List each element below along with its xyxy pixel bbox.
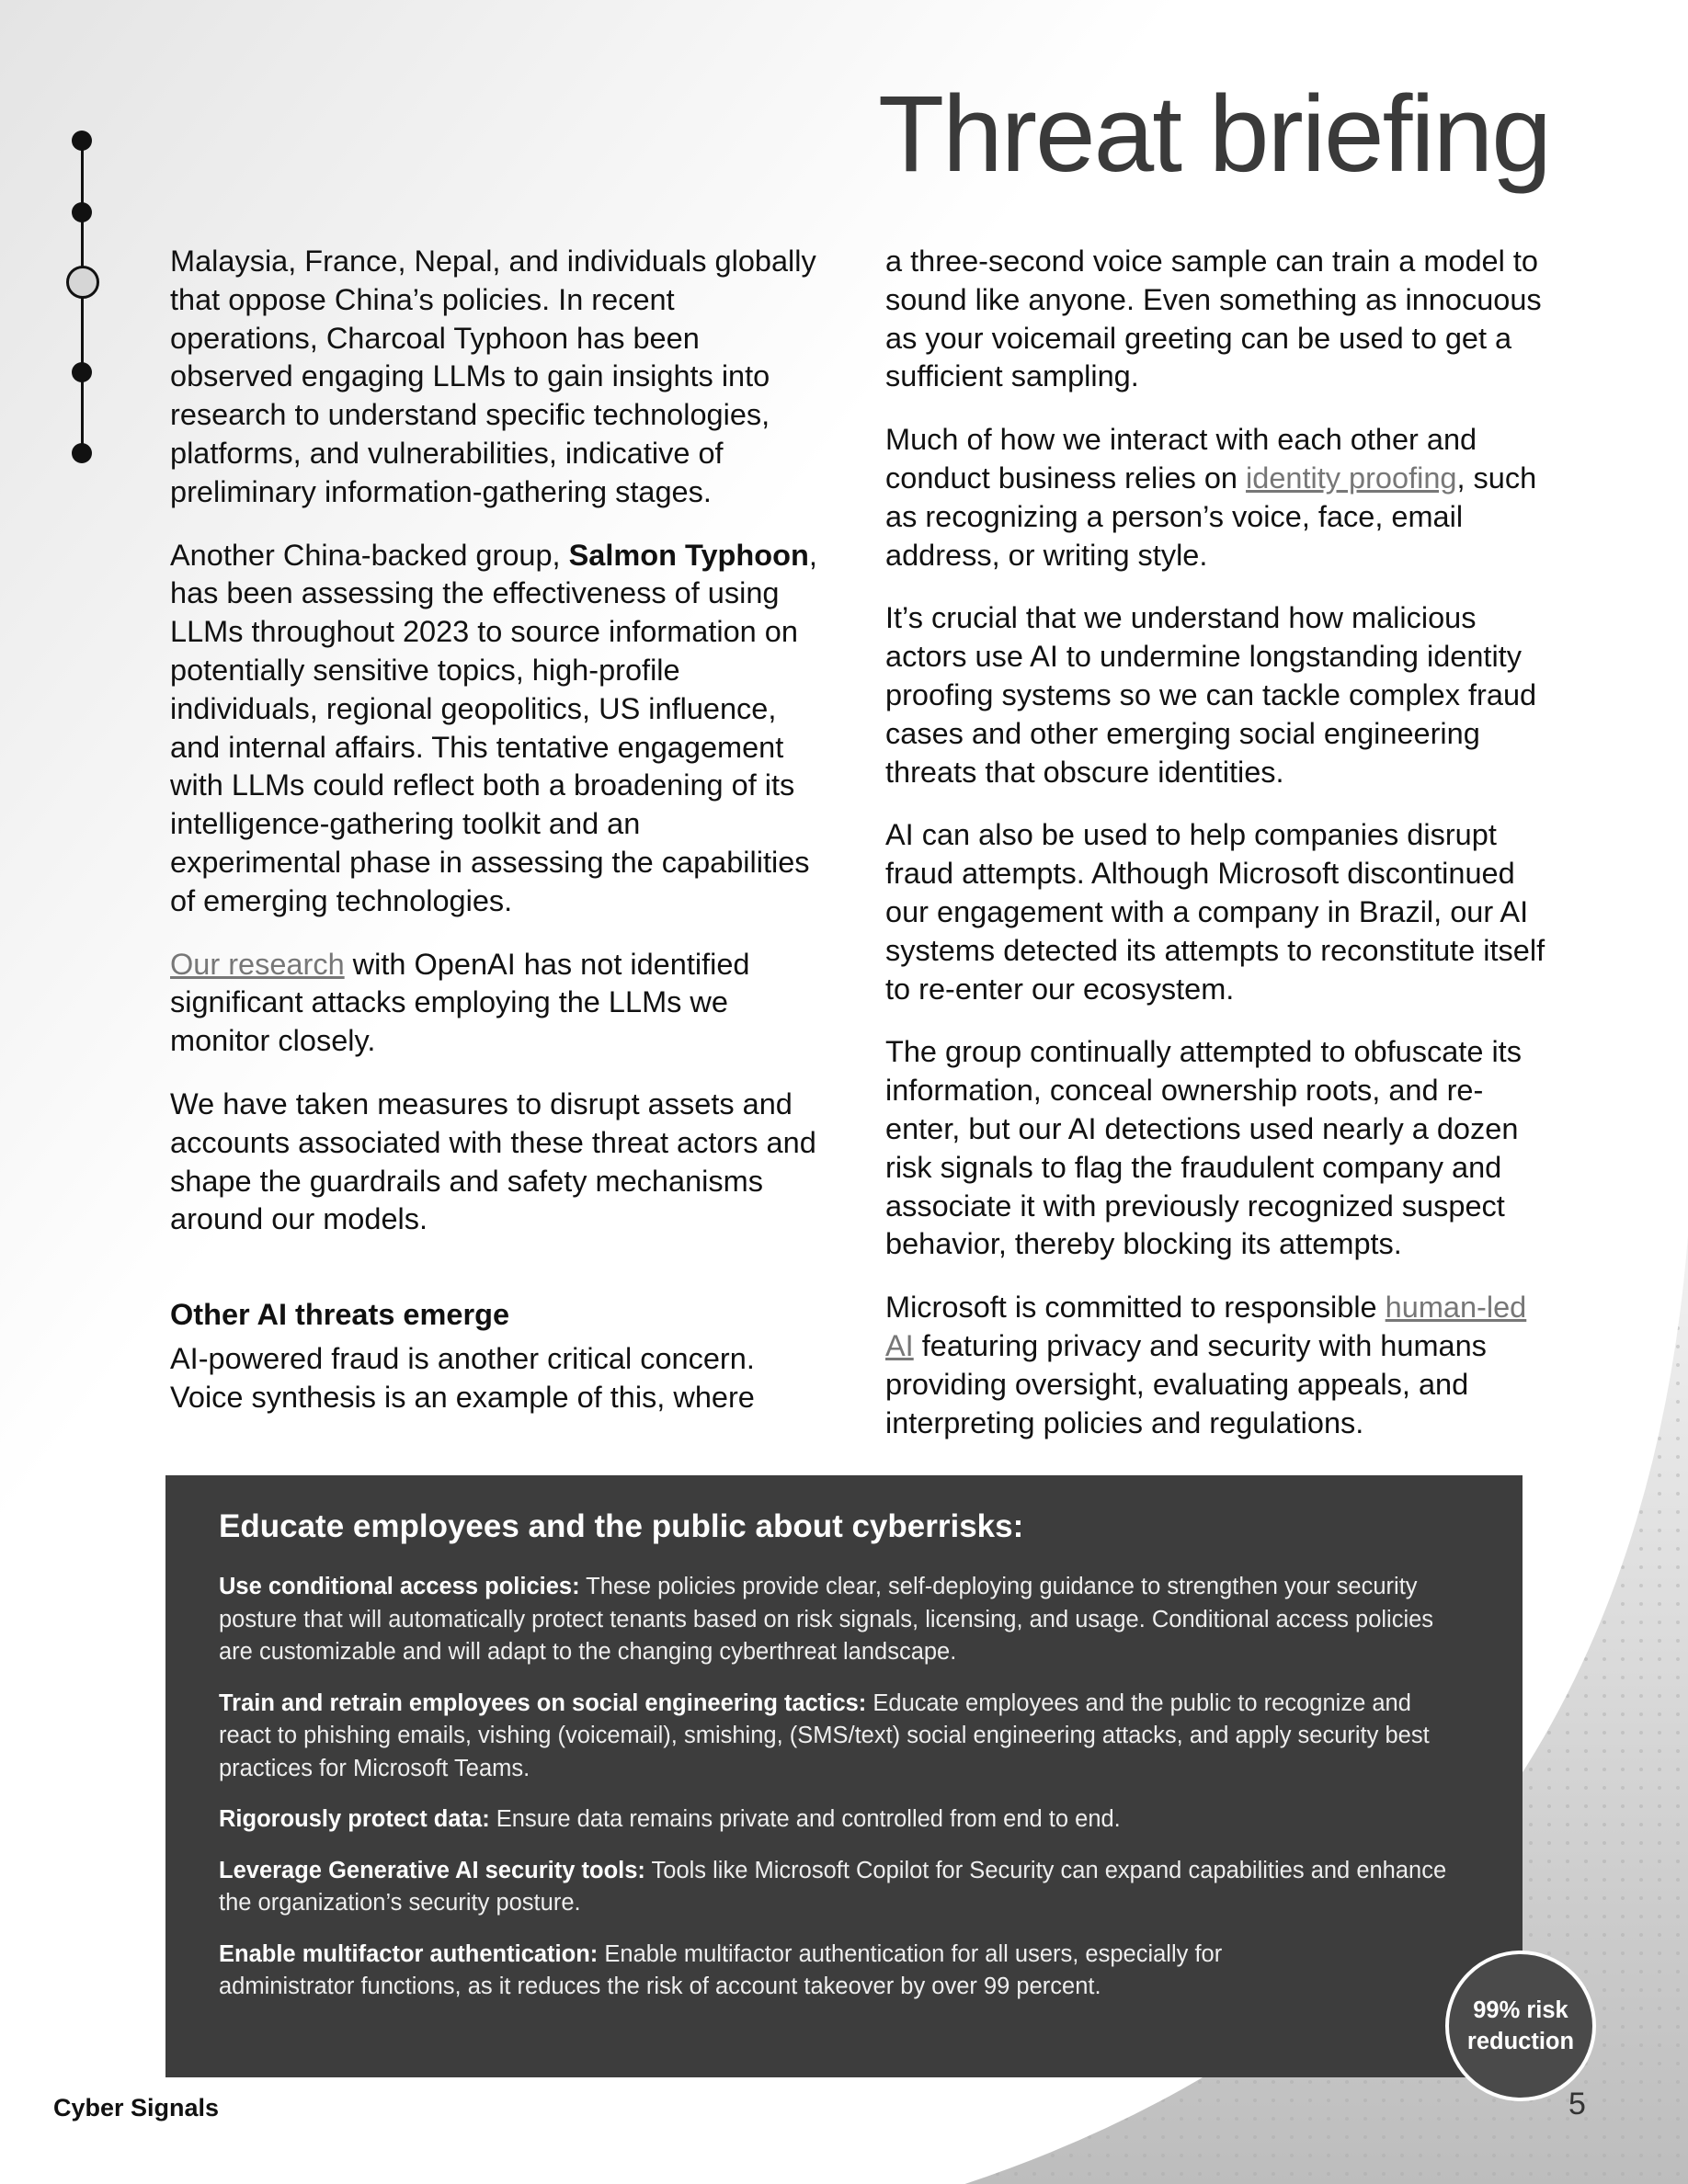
group-name-salmon-typhoon: Salmon Typhoon: [568, 538, 809, 572]
right-paragraph-4: AI can also be used to help companies disrupt fraud attempts. Although Microsoft discontinued our engagement with a company in Brazil, our AI systems detected its attempts to reconstitute itself to re-enter our ecosystem.: [885, 818, 1545, 1006]
right-paragraph-2: Much of how we interact with each other and conduct business relies on identity proofing, such as recognizing a person’s voice, face, email address, or writing style.: [885, 423, 1537, 572]
recommendations-panel: [165, 1475, 1523, 2077]
left-paragraph-5: AI-powered fraud is another critical concern. Voice synthesis is an example of this, where: [170, 1341, 755, 1414]
footer-publication-name: Cyber Signals: [53, 2094, 220, 2121]
page-number: 5: [1568, 2087, 1586, 2121]
risk-reduction-badge: 99% risk reduction: [1445, 1951, 1596, 2101]
recommendation-item: Enable multifactor authentication: Enable multifactor authentication for all users, especially for administrator functions, as it reduces the risk of account takeover by over 99 percent.: [219, 1940, 1223, 1999]
left-column: [170, 243, 818, 1442]
panel-heading: Educate employees and the public about cyberrisks:: [219, 1508, 1024, 1544]
timeline-current-marker: [66, 266, 99, 299]
left-paragraph-2: Another China-backed group, Salmon Typhoon, has been assessing the effectiveness of using LLMs throughout 2023 to source information on potentially sensitive topics, high-profile individuals, regional geopolitics, US influence, and internal affairs. This tentative engagement with LLMs could reflect both a broadening of its intelligence-gathering toolkit and an experimental phase in assessing the capabilities of emerging technologies.: [170, 538, 817, 917]
right-paragraph-1: a three-second voice sample can train a model to sound like anyone. Even something as innocuous as your voicemail greeting can be used to get a sufficient sampling.: [885, 245, 1542, 393]
recommendation-item: Rigorously protect data: Ensure data remains private and controlled from end to end.: [219, 1806, 1121, 1832]
section-subheading: Other AI threats emerge: [170, 1298, 510, 1332]
right-column: [885, 243, 1549, 1467]
page-title: Threat briefing: [878, 74, 1550, 195]
identity-proofing-link[interactable]: identity proofing: [1246, 461, 1457, 495]
timeline-dot: [72, 362, 92, 382]
left-paragraph-4: We have taken measures to disrupt assets and accounts associated with these threat actors and shape the guardrails and safety mechanisms around our models.: [170, 1086, 816, 1236]
left-paragraph-3: Our research with OpenAI has not identified significant attacks employing the LLMs we monitor closely.: [170, 947, 750, 1058]
left-paragraph-1: Malaysia, France, Nepal, and individuals globally that oppose China’s policies. In recent operations, Charcoal Typhoon has been observed engaging LLMs to gain insights into research to understand specific technologies, platforms, and vulnerabilities, indicative of preliminary information-gathering stages.: [170, 245, 816, 508]
human-led-ai-link[interactable]: human-led AI: [885, 1291, 1527, 1362]
recommendation-item: Train and retrain employees on social engineering tactics: Educate employees and the public to recognize and react to phishing emails, vishing (voicemail), smishing, (SMS/text) social engineering attacks, and apply security best practices for Microsoft Teams.: [219, 1689, 1430, 1781]
timeline-dot: [72, 131, 92, 151]
timeline-decoration: [59, 127, 105, 467]
right-paragraph-5: The group continually attempted to obfuscate its information, conceal ownership roots, and re-enter, but our AI detections used nearly a dozen risk signals to flag the fraudulent company and associate it with previously recognized suspect behavior, thereby blocking its attempts.: [885, 1035, 1522, 1261]
our-research-link[interactable]: Our research: [170, 947, 345, 981]
right-paragraph-3: It’s crucial that we understand how malicious actors use AI to undermine longstanding identity proofing systems so we can tackle complex fraud cases and other emerging social engineering threats that obscure identities.: [885, 601, 1537, 789]
timeline-dot: [72, 202, 92, 222]
recommendation-item: Leverage Generative AI security tools: Tools like Microsoft Copilot for Security can expand capabilities and enhance the organization’s security posture.: [219, 1857, 1447, 1916]
timeline-dot: [72, 443, 92, 463]
right-paragraph-6: Microsoft is committed to responsible human-led AI featuring privacy and security with humans providing oversight, evaluating appeals, and interpreting policies and regulations.: [885, 1291, 1527, 1439]
recommendation-item: Use conditional access policies: These policies provide clear, self-deploying guidance to strengthen your security posture that will automatically protect tenants based on risk signals, licensing, and usage. Conditional access policies are customizable and will adapt to the changing cyberthreat landscape.: [219, 1574, 1434, 1665]
